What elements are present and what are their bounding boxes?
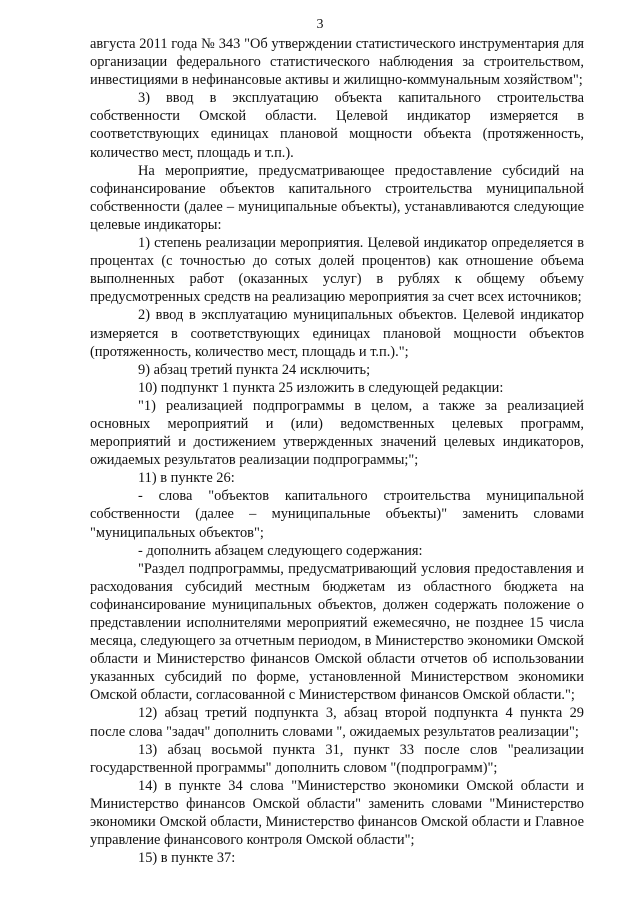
paragraph-10: - слова "объектов капитального строительства муниципальной собственности (далее – муниципальные объекты)" заменить словами "муниципальных объектов"; <box>90 488 584 541</box>
paragraph-4: 1) степень реализации мероприятия. Целевой индикатор определяется в процентах (с точностью до сотых долей процентов) как отношение объема выполненных работ (оказанных услуг) в рублях к общему объему предусмотренных средств на реализацию мероприятия за счет всех источников; <box>90 235 584 306</box>
paragraph-16: 15) в пункте 37: <box>138 850 236 867</box>
paragraph-5: 2) ввод в эксплуатацию муниципальных объектов. Целевой индикатор измеряется в соответствующих единицах плановой мощности объектов (протяженность, количество мест, площадь и т.п.)."; <box>90 307 584 360</box>
paragraph-7: 10) подпункт 1 пункта 25 изложить в следующей редакции: <box>138 379 504 396</box>
paragraph-14: 13) абзац восьмой пункта 31, пункт 33 после слов "реализации государственной программы" дополнить словом "(подпрограмм)"; <box>90 741 584 776</box>
paragraph-12: "Раздел подпрограммы, предусматривающий условия предоставления и расходования субсидий местным бюджетам из областного бюджета на софинансирование муниципальных объектов, должен содержать положение о представлении исполнителями мероприятий ежемесячно, не позднее 15 числа месяца, следующего за отчетным периодом, в Министерство экономики Омской области и Министерство финансов Омской области отчетов об использовании указанных субсидий по форме, установленной Министерством экономики Омской области, согласованной с Министерством финансов Омской области."; <box>90 560 584 704</box>
paragraph-6: 9) абзац третий пункта 24 исключить; <box>138 361 371 378</box>
document-body <box>90 35 584 867</box>
page-number: 3 <box>316 17 324 32</box>
paragraph-2: 3) ввод в эксплуатацию объекта капитального строительства собственности Омской области. Целевой индикатор измеряется в соответствующих единицах плановой мощности объекта (протяженность, количество мест, площадь и т.п.). <box>90 90 584 161</box>
paragraph-15: 14) в пункте 34 слова "Министерство экономики Омской области и Министерство финансов Омской области" заменить словами "Министерство экономики Омской области, Министерство финансов Омской области и Главное управление финансового контроля Омской области"; <box>90 777 584 849</box>
paragraph-11: - дополнить абзацем следующего содержания: <box>138 542 423 559</box>
paragraph-3: На мероприятие, предусматривающее предоставление субсидий на софинансирование объектов капитального строительства муниципальной собственности (далее – муниципальные объекты), устанавливаются следующие целевые индикаторы: <box>90 162 584 233</box>
paragraph-1: августа 2011 года № 343 "Об утверждении статистического инструментария для организации федерального статистического наблюдения за строительством, инвестициями в нефинансовые активы и жилищно-коммунальным хозяйством"; <box>90 36 584 89</box>
paragraph-9: 11) в пункте 26: <box>138 470 235 487</box>
paragraph-13: 12) абзац третий подпункта 3, абзац второй подпункта 4 пункта 29 после слова "задач" дополнить словами ", ожидаемых результатов реализации"; <box>90 705 584 740</box>
paragraph-8: "1) реализацией подпрограммы в целом, а также за реализацией основных мероприятий и (или) ведомственных целевых программ, мероприятий и достижением утвержденных значений целевых индикаторов, ожидаемых результатов реализации подпрограммы;"; <box>90 397 584 469</box>
